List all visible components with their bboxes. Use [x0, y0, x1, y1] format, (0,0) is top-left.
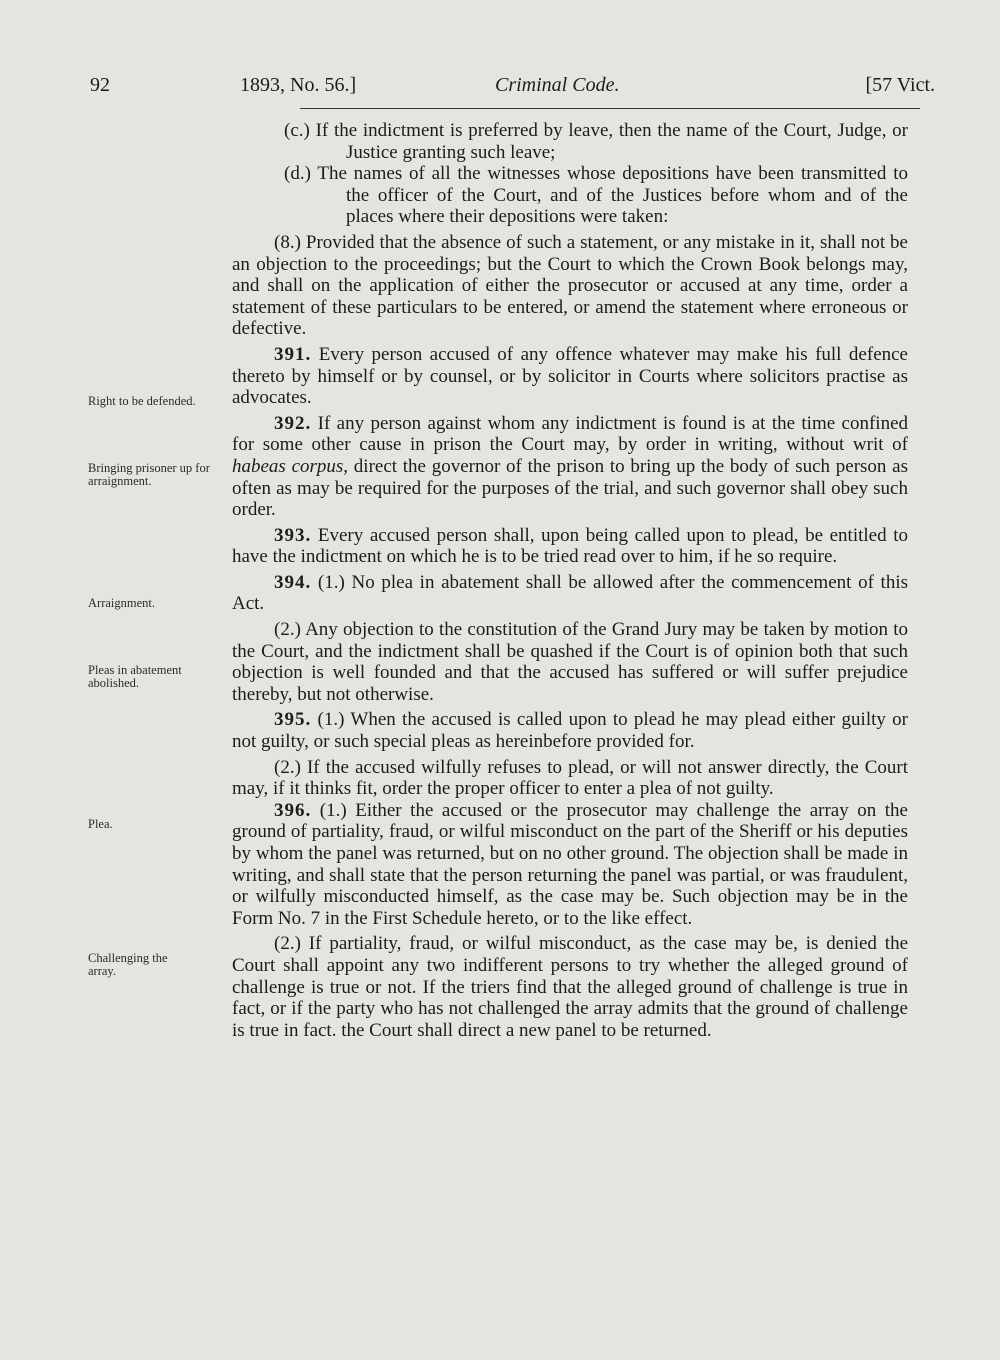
body-text — [232, 120, 908, 1041]
section-393 — [232, 525, 908, 568]
section-395-2: (2.) If the accused wilfully refuses to plead, or will not answer directly, the Court may, if it thinks fit, order the proper officer to enter a plea of not guilty. — [232, 756, 908, 800]
section-391 — [232, 344, 908, 409]
running-header — [90, 74, 935, 104]
running-title: Criminal Code. — [495, 74, 620, 96]
margin-note-bringing-prisoner-up: Bringing prisoner up for arraignment. — [88, 461, 210, 488]
section-395-1 — [232, 709, 908, 752]
subsection-8: (8.) Provided that the absence of such a statement, or any mistake in it, shall not be an objection to the proceedings; but the Court to which the Crown Book belongs may, and shall on the application of either the prosecutor or accused at any time, order a statement of these particulars to be entered, or amend the statement where erroneous or defective. — [232, 231, 908, 340]
margin-note-pleas-in-abatement: Pleas in abatement abolished. — [88, 663, 182, 690]
page-number: 92 — [90, 74, 110, 96]
section-392-text-a: If any person against whom any indictment is found is at the time confined for some other cause in prison the Court may, by order in writing, without writ of — [232, 412, 909, 456]
margin-note-challenging-the-array: Challenging the array. — [88, 951, 168, 978]
section-395-1-text: (1.) When the accused is called upon to plead he may plead either guilty or not guilty, or such special pleas as hereinbefore provided for. — [232, 709, 908, 753]
section-393-number: 393. — [274, 524, 312, 546]
section-393-text: Every accused person shall, upon being called upon to plead, be entitled to have the indictment on which he is to be tried read over to him, if he so require. — [232, 524, 909, 568]
margin-note-plea: Plea. — [88, 817, 113, 831]
clause-c-text: If the indictment is preferred by leave, then the name of the Court, Judge, or Justice granting such leave; — [315, 120, 909, 163]
section-395-number: 395. — [274, 709, 312, 731]
margin-note-right-to-be-defended: Right to be defended. — [88, 394, 196, 408]
clause-c — [232, 120, 908, 163]
clause-c-label: (c.) — [284, 120, 310, 141]
act-year-number: 1893, No. 56.] — [240, 74, 357, 96]
section-391-number: 391. — [274, 343, 312, 365]
clause-d — [232, 163, 908, 228]
regnal-year: [57 Vict. — [865, 74, 935, 96]
section-392 — [232, 413, 908, 521]
section-396-1 — [232, 800, 908, 930]
header-rule — [300, 108, 920, 109]
section-392-text-b: , direct the governor of the prison to bring up the body of such person as often as may be required for the purposes of the trial, and such governor shall obey such order. — [232, 455, 908, 521]
section-396-1-text: (1.) Either the accused or the prosecutor may challenge the array on the ground of partiality, fraud, or wilful misconduct on the part of the Sheriff or his deputies by whom the panel was returned, but on no other ground. The objection shall be made in writing, and shall state that the person returning the panel was partial, or was fraudulent, or wilfully misconducted himself, as the case may be. Such objection may be in the Form No. 7 in the First Schedule hereto, or to the like effect. — [232, 799, 908, 929]
section-394-2: (2.) Any objection to the constitution of the Grand Jury may be taken by motion to the Court, and the indictment shall be quashed if the Court is of opinion both that such objection is well founded and that the accused has suffered or will suffer prejudice thereby, but not otherwise. — [232, 619, 908, 705]
section-392-number: 392. — [274, 412, 312, 434]
section-394-1 — [232, 572, 908, 615]
clause-d-label: (d.) — [284, 163, 311, 185]
section-392-italic: habeas corpus — [232, 455, 344, 477]
section-391-text: Every person accused of any offence whatever may make his full defence thereto by himself or by counsel, or by solicitor in Courts where solicitors practise as advocates. — [232, 343, 908, 409]
clause-d-text: The names of all the witnesses whose depositions have been transmitted to the officer of the Court, and of the Justices before whom and of the places where their depositions were taken: — [317, 163, 908, 228]
section-394-1-text: (1.) No plea in abatement shall be allowed after the commencement of this Act. — [232, 571, 909, 615]
section-396-number: 396. — [274, 799, 312, 821]
section-396-2: (2.) If partiality, fraud, or wilful misconduct, as the case may be, is denied the Court shall appoint any two indifferent persons to try whether the alleged ground of challenge is true or not. If the triers find that the alleged ground of challenge is true in fact, or if the party who has not challenged the array admits that the ground of challenge is true in fact. the Court shall direct a new panel to be returned. — [232, 933, 908, 1041]
section-394-number: 394. — [274, 571, 312, 593]
margin-note-arraignment: Arraignment. — [88, 596, 155, 610]
